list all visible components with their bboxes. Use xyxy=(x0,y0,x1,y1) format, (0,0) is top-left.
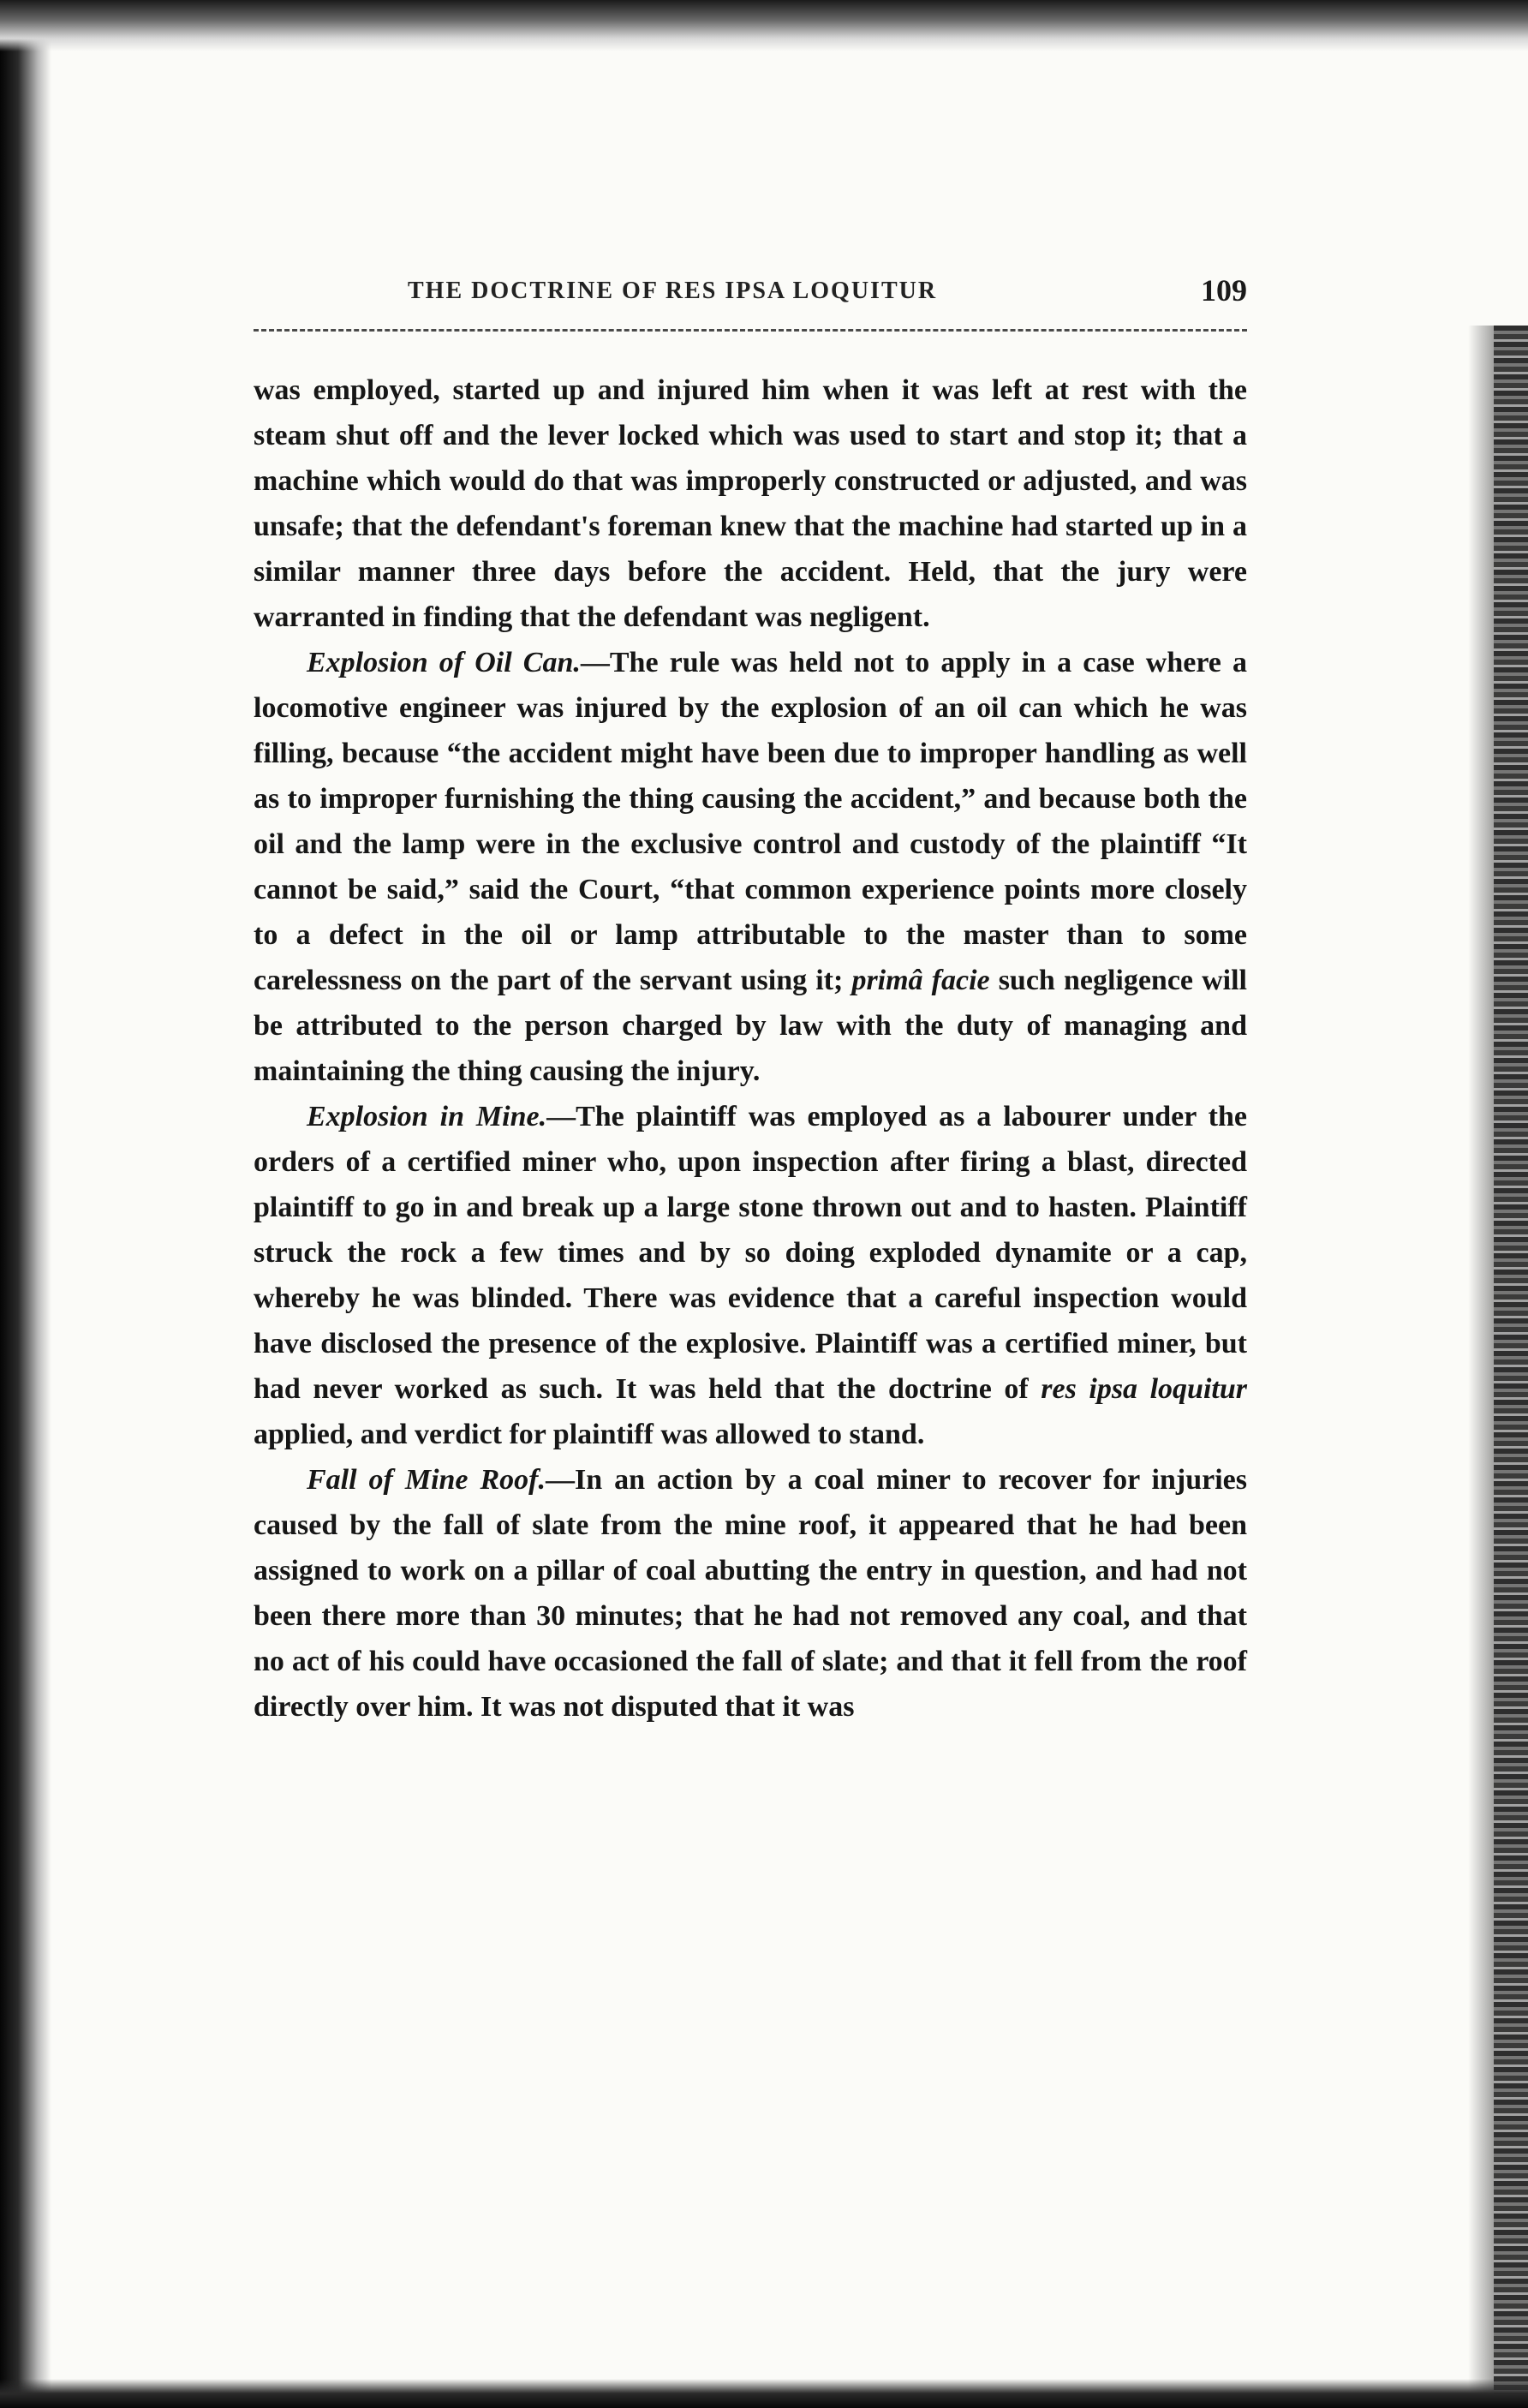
italic-phrase: res ipsa loquitur xyxy=(1041,1373,1247,1405)
running-header xyxy=(254,272,1247,332)
scan-edge-right-shadow xyxy=(1468,326,1494,2408)
paragraph-continuation xyxy=(254,367,1247,640)
scan-edge-bottom xyxy=(0,2379,1528,2408)
paragraph-text: —In an action by a coal miner to recover for injuries caused by the fall of slate from the mine roof, it appeared that he had been assigned to work on a pillar of coal abutting the entry in question, and had not been there more than 30 minutes; that he had not removed any coal, and that no act of his could have occasioned the fall of slate; and that it fell from the roof directly over him. It was not disputed that it was xyxy=(254,1464,1247,1723)
paragraph-oil-can xyxy=(254,640,1247,1094)
scan-edge-left xyxy=(0,0,51,2408)
italic-phrase: primâ facie xyxy=(851,965,990,996)
scan-edge-top xyxy=(0,0,1528,51)
paragraph-text-after: applied, and verdict for plaintiff was allowed to stand. xyxy=(254,1419,925,1450)
page-body xyxy=(254,367,1247,1730)
paragraph-fall-of-mine-roof xyxy=(254,1457,1247,1730)
page-number: 109 xyxy=(1201,273,1247,308)
paragraph-heading: Explosion in Mine. xyxy=(307,1101,547,1132)
paragraph-text: —The rule was held not to apply in a case where a locomotive engineer was injured by the explosion of an oil can which he was filling, because “the accident might have been due to improper handling as well as to improper furnishing the thing causing the accident,” and because both the oil and the lamp were in the exclusive control and custody of the plaintiff “It cannot be said,” said the Court, “that common experience points more closely to a defect in the oil or lamp attributable to the master than to some carelessness on the part of the servant using it; xyxy=(254,647,1247,996)
paragraph-heading: Fall of Mine Roof. xyxy=(307,1464,546,1496)
paragraph-explosion-in-mine xyxy=(254,1094,1247,1457)
running-title: THE DOCTRINE OF RES IPSA LOQUITUR xyxy=(408,278,938,304)
paragraph-text: —The plaintiff was employed as a labourer under the orders of a certified miner who, upon inspection after firing a blast, directed plaintiff to go in and break up a large stone thrown out and to hasten. Plaintiff struck the rock a few times and by so doing exploded dynamite or a cap, whereby he was blinded. There was evidence that a careful inspection would have disclosed the presence of the explosive. Plaintiff was a certified miner, but had never worked as such. It was held that the doctrine of xyxy=(254,1101,1247,1405)
paragraph-text: was employed, started up and injured him when it was left at rest with the steam shut off and the lever locked which was used to start and stop it; that a machine which would do that was improperly constructed or adjusted, and was unsafe; that the defendant's foreman knew that the machine had started up in a similar manner three days before the accident. Held, that the jury were warranted in finding that the defendant was negligent. xyxy=(254,374,1247,633)
scan-edge-right xyxy=(1494,326,1528,2408)
paragraph-text-after: such negligence will be attributed to the person charged by law with the duty of managing and maintaining the thing causing the injury. xyxy=(254,965,1248,1087)
paragraph-heading: Explosion of Oil Can. xyxy=(307,647,581,678)
book-page xyxy=(254,272,1247,1730)
